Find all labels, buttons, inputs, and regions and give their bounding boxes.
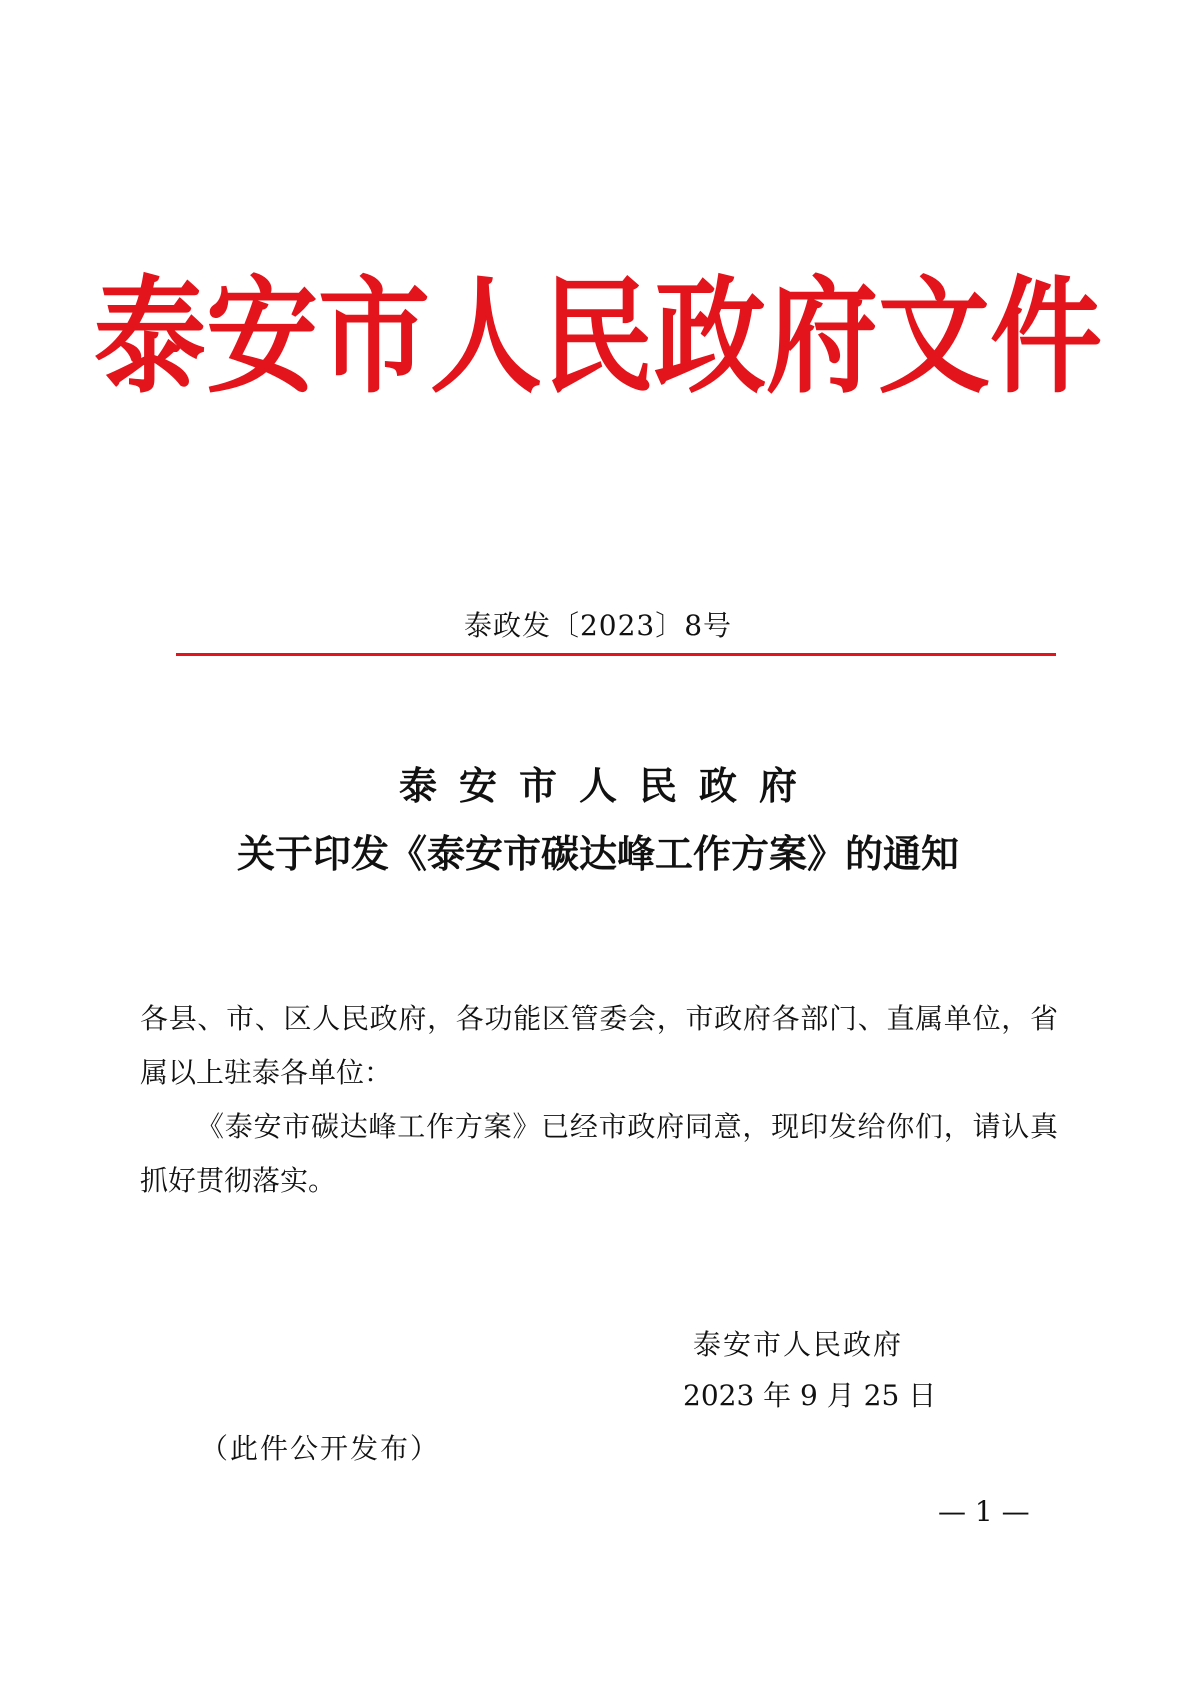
- disclosure-note: （此件公开发布）: [200, 1432, 441, 1465]
- red-separator-line: [176, 653, 1056, 656]
- document-number: 泰政发〔2023〕8号: [463, 609, 733, 642]
- masthead-title: 泰安市人民政府文件: [94, 264, 1102, 411]
- addressee: 各县、市、区人民政府，各功能区管委会，市政府各部门、直属单位，省属以上驻泰各单位：: [140, 1002, 1058, 1089]
- signature-date: 2023 年 9 月 25 日: [683, 1379, 937, 1412]
- page-number: — 1 —: [938, 1495, 1030, 1528]
- body-paragraph: 《泰安市碳达峰工作方案》已经市政府同意，现印发给你们，请认真抓好贯彻落实。: [140, 1110, 1058, 1197]
- notice-title: 关于印发《泰安市碳达峰工作方案》的通知: [236, 831, 959, 876]
- signer: 泰安市人民政府: [693, 1328, 904, 1361]
- issuer-title: 泰安市人民政府: [398, 763, 819, 808]
- document-body: [140, 992, 1058, 1208]
